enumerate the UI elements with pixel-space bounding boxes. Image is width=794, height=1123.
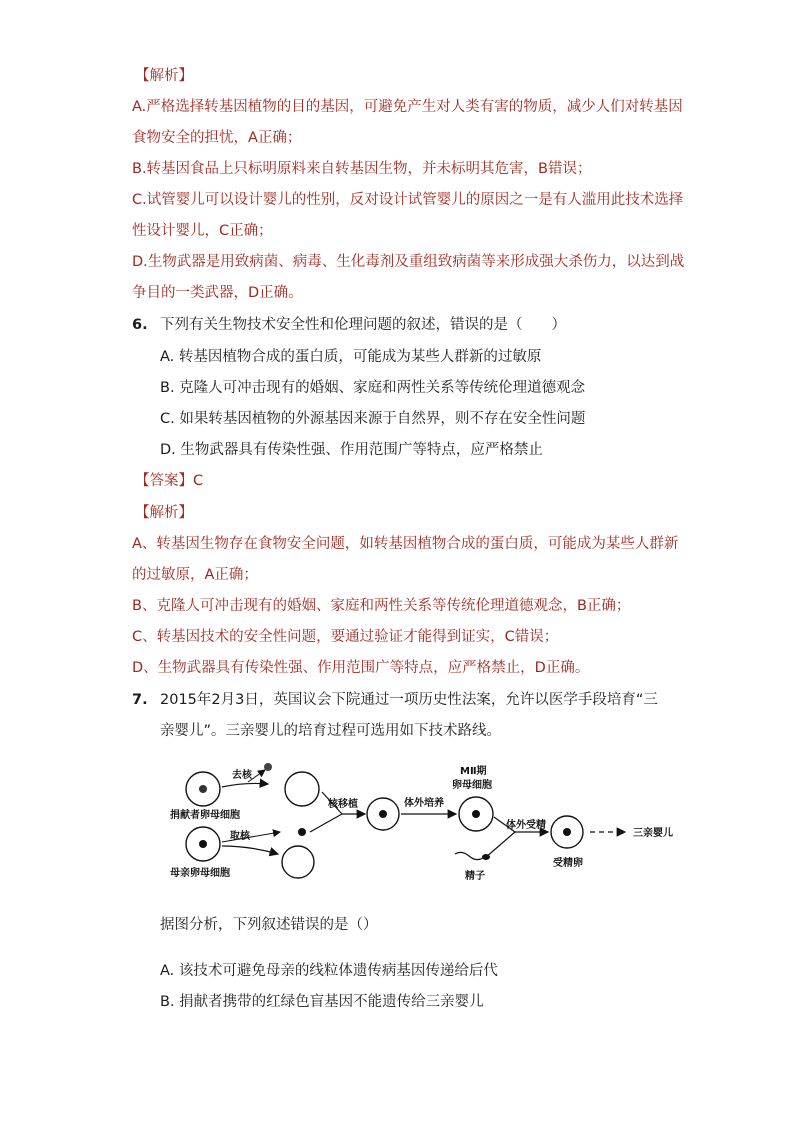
analysis-line: 的过敏原，A正确；: [132, 567, 258, 583]
zygote-nucleus: [563, 828, 571, 836]
answer: 【答案】C: [135, 473, 204, 489]
enucleated-egg: [285, 772, 319, 806]
mii-nucleus: [472, 810, 480, 818]
label-remove-nucleus: 去核: [232, 770, 252, 781]
fert-line-bottom: [485, 832, 515, 858]
question-stem: 亲婴儿”。三亲婴儿的培育过程可选用如下技术路线。: [160, 723, 502, 739]
remaining-cell: [282, 846, 314, 878]
analysis-line: A、转基因生物存在食物安全问题，如转基因植物合成的蛋白质，可能成为某些人群新: [132, 536, 679, 552]
question-prompt: 据图分析，下列叙述错误的是（）: [160, 917, 378, 933]
sperm-head: [482, 854, 490, 860]
option-b: B. 克隆人可冲击现有的婚姻、家庭和两性关系等传统伦理道德观念: [160, 380, 586, 396]
merge-line-bottom: [310, 814, 342, 832]
question-number: 6.: [132, 317, 148, 333]
arrow-remaining: [222, 846, 278, 854]
analysis-line: A.严格选择转基因植物的目的基因，可避免产生对人类有害的物质，减少人们对转基因: [132, 99, 683, 115]
analysis-line: 争目的一类武器，D正确。: [132, 285, 303, 301]
analysis-heading: 【解析】: [135, 68, 193, 84]
sperm-tail: [455, 852, 483, 859]
question-number: 7.: [132, 692, 148, 708]
label-in-vitro-fertilization: 体外受精: [506, 820, 546, 831]
question-stem: 下列有关生物技术安全性和伦理问题的叙述，错误的是（ ）: [160, 317, 566, 333]
option-c: C. 如果转基因植物的外源基因来源于自然界，则不存在安全性问题: [160, 411, 586, 427]
mother-nucleus: [199, 840, 207, 848]
extracted-nucleus: [298, 828, 306, 836]
option-d: D. 生物武器具有传染性强、作用范围广等特点，应严格禁止: [160, 442, 543, 458]
analysis-line: 性设计婴儿，C正确；: [132, 223, 273, 239]
question-stem: 2015年2月3日，英国议会下院通过一项历史性法案，允许以医学手段培育“三: [160, 692, 658, 708]
label-mother-egg: 母亲卵母细胞: [170, 868, 230, 879]
label-mii-stage: MⅡ期: [460, 766, 487, 777]
analysis-line: 食物安全的担忧，A正确；: [132, 130, 302, 146]
label-three-parent-baby: 三亲婴儿: [633, 828, 673, 839]
option-a: A. 该技术可避免母亲的线粒体遗传病基因传递给后代: [160, 963, 498, 979]
arrow-enucleate: [222, 783, 268, 787]
reconstructed-nucleus: [379, 810, 387, 818]
option-a: A. 转基因植物合成的蛋白质，可能成为某些人群新的过敏原: [160, 349, 542, 365]
analysis-line: B.转基因食品上只标明原料来自转基因生物，并未标明其危害，B错误；: [132, 161, 592, 177]
label-nuclear-transfer: 核移植: [328, 799, 358, 810]
label-oocyte: 卵母细胞: [452, 780, 492, 791]
option-b: B. 捐献者携带的红绿色盲基因不能遗传给三亲婴儿: [160, 994, 484, 1010]
analysis-line: C、转基因技术的安全性问题，要通过验证才能得到证实，C错误；: [132, 629, 559, 645]
three-parent-baby-diagram: [170, 762, 700, 892]
removed-nucleus: [264, 763, 272, 771]
donor-nucleus: [199, 785, 207, 793]
label-zygote: 受精卵: [553, 858, 583, 869]
label-donor-egg: 捐献者卵母细胞: [170, 810, 240, 821]
analysis-line: D、生物武器具有传染性强、作用范围广等特点，应严格禁止，D正确。: [132, 660, 590, 676]
analysis-line: C.试管婴儿可以设计婴儿的性别，反对设计试管婴儿的原因之一是有人滥用此技术选择: [132, 192, 684, 208]
analysis-line: D.生物武器是用致病菌、病毒、生化毒剂及重组致病菌等来形成强大杀伤力，以达到战: [132, 254, 685, 270]
analysis-line: B、克隆人可冲击现有的婚姻、家庭和两性关系等传统伦理道德观念，B正确；: [132, 598, 631, 614]
label-sperm: 精子: [465, 871, 485, 882]
analysis-heading: 【解析】: [135, 505, 193, 521]
label-in-vitro-culture: 体外培养: [404, 798, 444, 809]
label-take-nucleus: 取核: [230, 831, 250, 842]
